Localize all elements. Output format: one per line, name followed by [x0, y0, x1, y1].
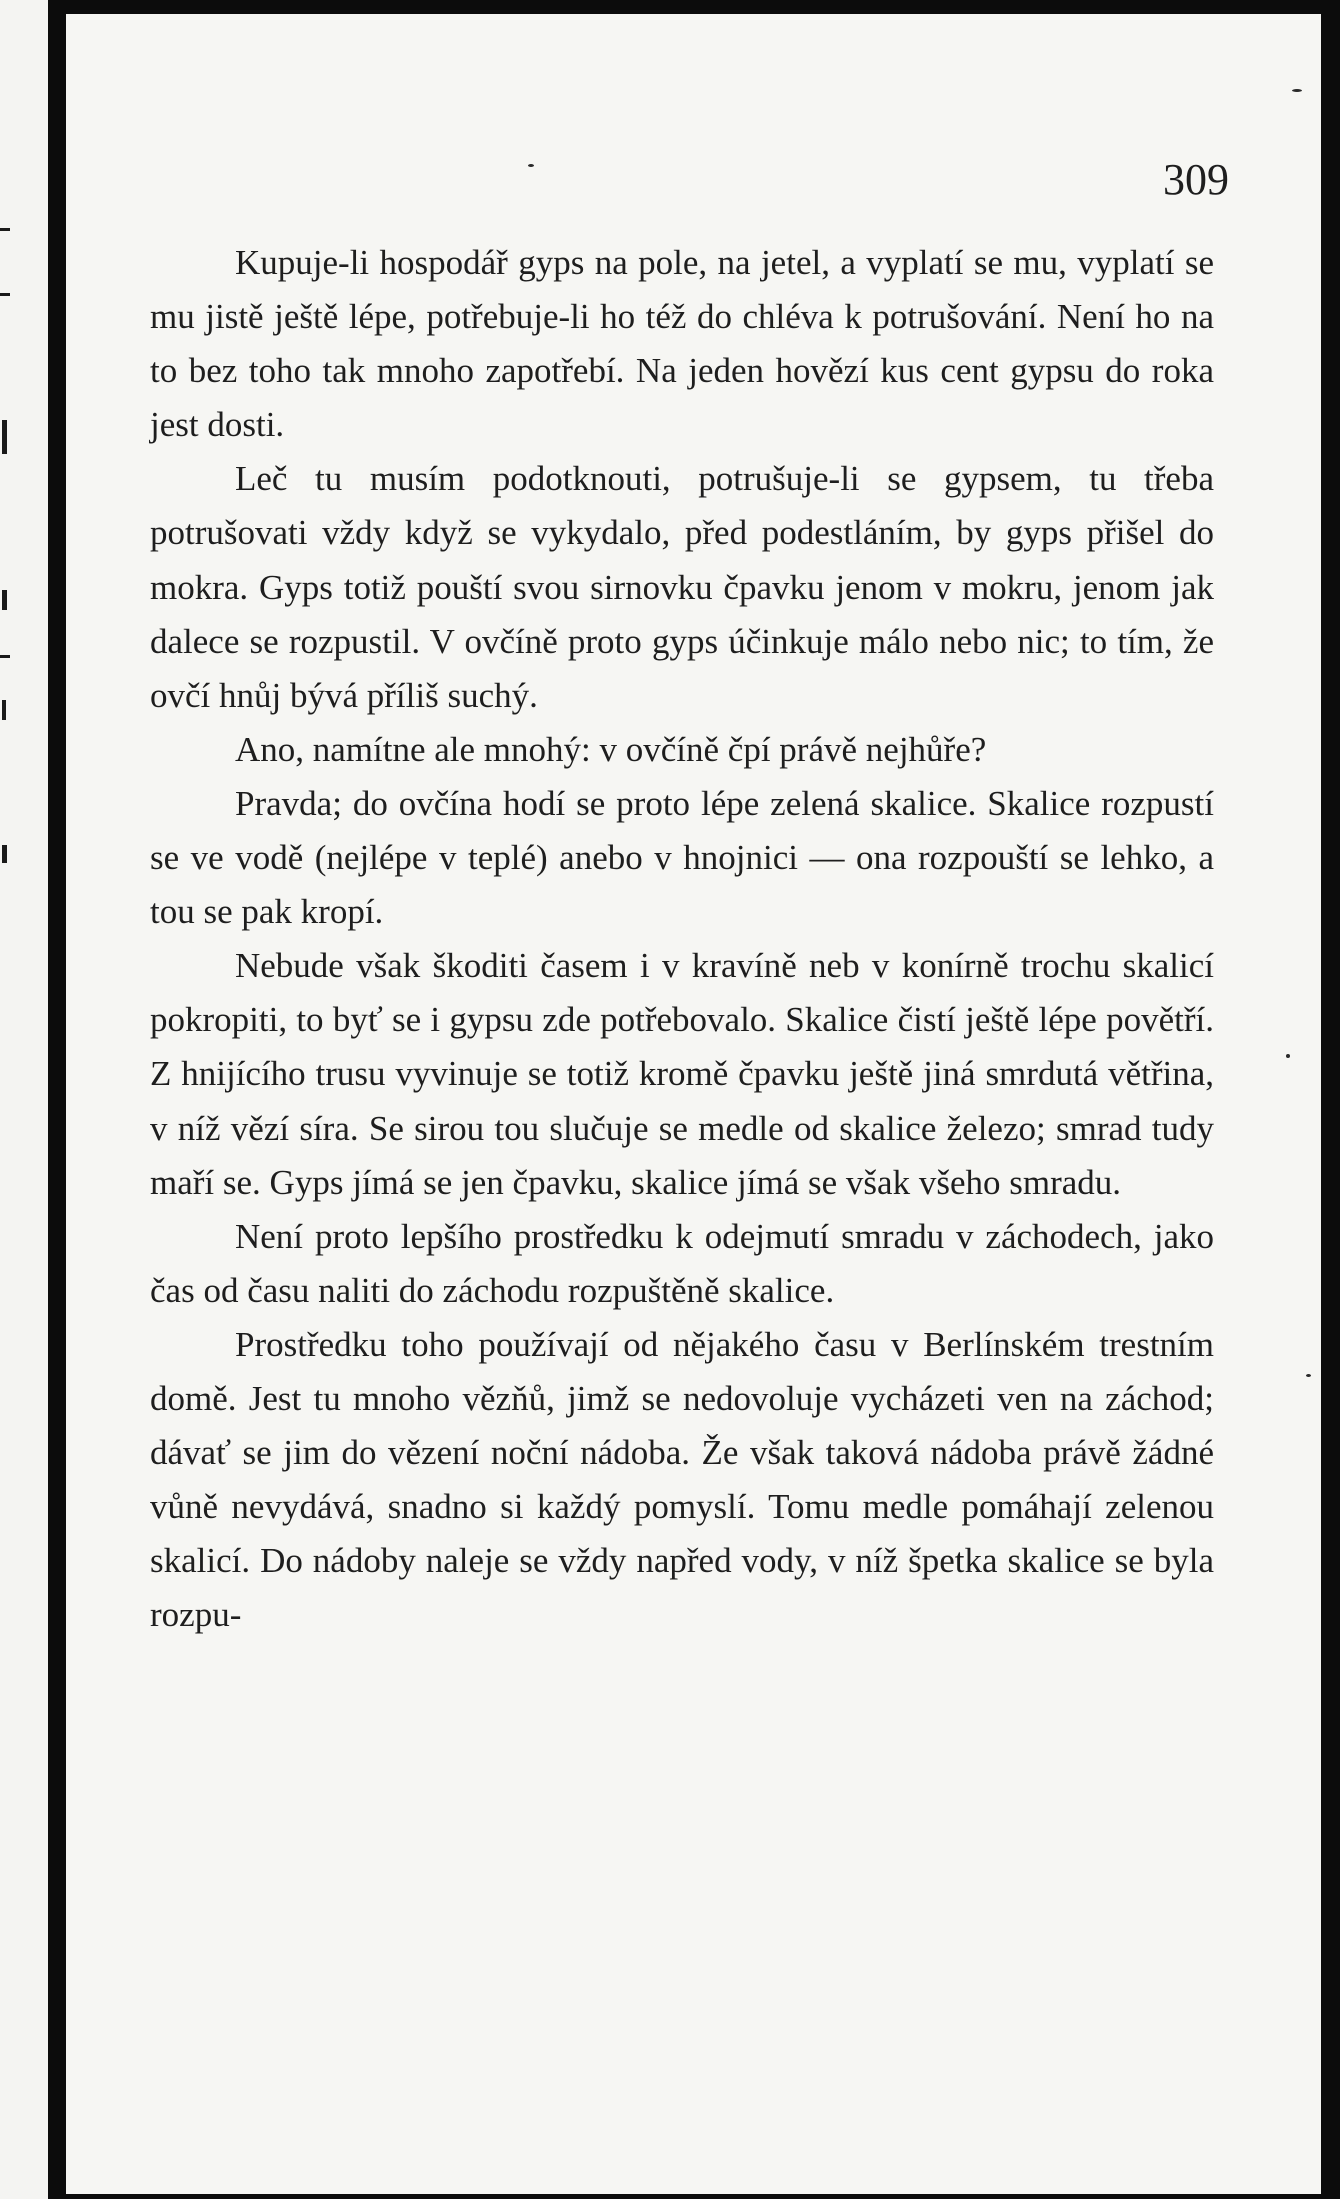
print-speck [528, 164, 534, 167]
page-number: 309 [1163, 155, 1229, 204]
print-speck [1286, 1054, 1290, 1058]
paragraph-5: Nebude však škoditi časem i v kravíně neb v konírně trochu skalicí pokropiti, to byť se i gypsu zde potřebovalo. Skalice čistí ještě lépe povětří. Z hnijícího trusu vyvinuje se totiž kromě čpavku ještě jiná smrdutá větřina, v níž vězí síra. Se sirou tou slučuje se medle od skalice železo; smrad tudy maří se. Gyps jímá se jen čpavku, skalice jímá se však všeho smradu. [150, 946, 1214, 1202]
edge-mark [0, 655, 10, 658]
edge-mark [0, 293, 10, 296]
paragraph-1: Kupuje-li hospodář gyps na pole, na jetel, a vyplatí se mu, vyplatí se mu jistě ještě lépe, potřebuje-li ho též do chléva k potrušování. Není ho na to bez toho tak mnoho zapotřebí. Na jeden hovězí kus cent gypsu do roka jest dosti. [150, 243, 1214, 445]
paragraph-6: Není proto lepšího prostředku k odejmutí smradu v záchodech, jako čas od času naliti do záchodu rozpuštěně skalice. [150, 1216, 1214, 1310]
paragraph-3: Ano, namítne ale mnohý: v ovčíně čpí právě nejhůře? [235, 729, 987, 769]
paragraph-4: Pravda; do ovčína hodí se proto lépe zelená skalice. Skalice rozpustí se ve vodě (nejlépe v teplé) anebo v hnojnici — ona rozpouští se lehko, a tou se pak kropí. [150, 783, 1214, 932]
edge-mark [2, 845, 7, 863]
edge-mark [2, 590, 7, 610]
body-text [150, 236, 1214, 1642]
edge-mark [2, 420, 7, 454]
adjacent-page-edge [0, 0, 48, 2199]
book-page [66, 14, 1321, 2194]
print-speck [1306, 1374, 1311, 1377]
print-speck [1292, 89, 1302, 92]
paragraph-2: Leč tu musím podotknouti, potrušuje-li se gypsem, tu třeba potrušovati vždy když se vykydalo, před podestláním, by gyps přišel do mokra. Gyps totiž pouští svou sirnovku čpavku jenom v mokru, jenom jak dalece se rozpustil. V ovčíně proto gyps účinkuje málo nebo nic; to tím, že ovčí hnůj bývá příliš suchý. [150, 459, 1214, 715]
edge-mark [0, 228, 10, 231]
edge-mark [2, 700, 6, 720]
paragraph-7: Prostředku toho používají od nějakého času v Berlínském trestním domě. Jest tu mnoho vězňů, jimž se nedovoluje vycházeti ven na záchod; dávať se jim do vězení noční nádoba. Že však taková nádoba právě žádné vůně nevydává, snadno si každý pomyslí. Tomu medle pomáhají zelenou skalicí. Do nádoby naleje se vždy napřed vody, v níž špetka skalice se byla rozpu- [150, 1324, 1214, 1635]
